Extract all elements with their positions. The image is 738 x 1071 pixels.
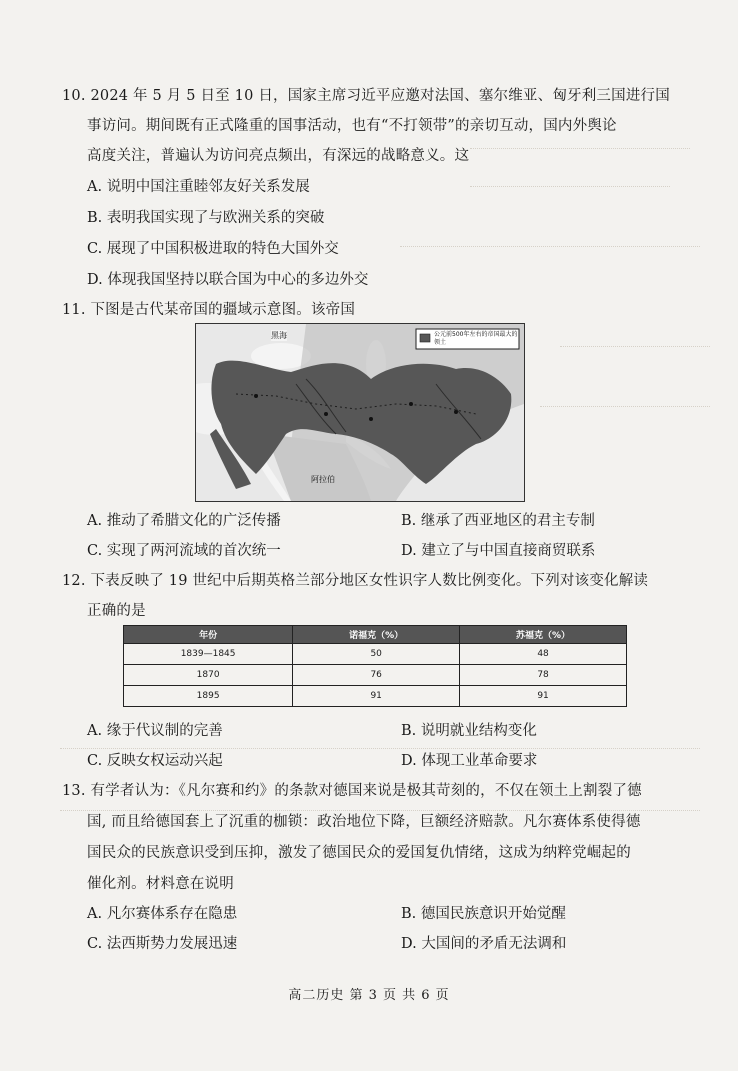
table-header-norfolk: 诺福克（%） <box>293 626 460 644</box>
q13-option-b[interactable]: B. 德国民族意识开始觉醒 <box>401 906 566 922</box>
map-label-arabia: 阿拉伯 <box>311 475 335 484</box>
literacy-table <box>123 625 627 707</box>
q12-option-b[interactable]: B. 说明就业结构变化 <box>401 723 537 739</box>
q10-stem-line-1: 10. 2024 年 5 月 5 日至 10 日，国家主席习近平应邀对法国、塞尔维亚、匈牙利三国进行国 <box>62 88 670 104</box>
q10-stem-line-2: 事访问。期间既有正式隆重的国事活动，也有“不打领带”的亲切互动，国内外舆论 <box>87 118 617 134</box>
q12-stem-line-1: 12. 下表反映了 19 世纪中后期英格兰部分地区女性识字人数比例变化。下列对该变化解读 <box>62 573 649 589</box>
page-footer: 高二历史 第 3 页 共 6 页 <box>288 988 450 1003</box>
table-cell: 91 <box>460 686 627 707</box>
q13-stem-line-1: 13. 有学者认为：《凡尔赛和约》的条款对德国来说是极其苛刻的，不仅在领土上割裂了德 <box>62 783 642 799</box>
q11-option-d[interactable]: D. 建立了与中国直接商贸联系 <box>401 543 596 559</box>
table-header-suffolk: 苏福克（%） <box>460 626 627 644</box>
table-cell: 1895 <box>124 686 293 707</box>
q13-stem-line-4: 催化剂。材料意在说明 <box>87 876 234 892</box>
table-cell: 1839—1845 <box>124 644 293 665</box>
table-cell: 1870 <box>124 665 293 686</box>
q10-stem-line-3: 高度关注，普遍认为访问亮点频出，有深远的战略意义。这 <box>87 148 470 164</box>
q12-option-a[interactable]: A. 缘于代议制的完善 <box>87 723 223 739</box>
q10-option-d[interactable]: D. 体现我国坚持以联合国为中心的多边外交 <box>87 272 369 288</box>
q11-option-b[interactable]: B. 继承了西亚地区的君主专制 <box>401 513 595 529</box>
table-cell: 50 <box>293 644 460 665</box>
table-cell: 91 <box>293 686 460 707</box>
q12-option-d[interactable]: D. 体现工业革命要求 <box>401 753 538 769</box>
table-row <box>124 665 627 686</box>
q13-stem-line-3: 国民众的民族意识受到压抑，激发了德国民众的爱国复仇情绪，这成为纳粹党崛起的 <box>87 845 631 861</box>
table-cell: 78 <box>460 665 627 686</box>
empire-map <box>195 323 525 502</box>
q13-option-d[interactable]: D. 大国间的矛盾无法调和 <box>401 936 567 952</box>
map-label-black-sea: 黑海 <box>271 331 287 340</box>
q10-option-a[interactable]: A. 说明中国注重睦邻友好关系发展 <box>87 179 310 195</box>
table-row <box>124 686 627 707</box>
q13-option-a[interactable]: A. 凡尔赛体系存在隐患 <box>87 906 238 922</box>
table-cell: 76 <box>293 665 460 686</box>
q13-option-c[interactable]: C. 法西斯势力发展迅速 <box>87 936 238 952</box>
q12-option-c[interactable]: C. 反映女权运动兴起 <box>87 753 223 769</box>
table-header-row <box>124 626 627 644</box>
q11-option-a[interactable]: A. 推动了希腊文化的广泛传播 <box>87 513 281 529</box>
q11-option-c[interactable]: C. 实现了两河流域的首次统一 <box>87 543 281 559</box>
q11-stem-line-1: 11. 下图是古代某帝国的疆域示意图。该帝国 <box>62 302 356 318</box>
table-row <box>124 644 627 665</box>
q10-option-c[interactable]: C. 展现了中国积极进取的特色大国外交 <box>87 241 339 257</box>
map-legend-text: 公元前500年左右的帝国最大的领土 <box>434 331 518 346</box>
table-cell: 48 <box>460 644 627 665</box>
empire-map-drawing <box>196 324 524 501</box>
q12-stem-line-2: 正确的是 <box>87 603 146 619</box>
q13-stem-line-2: 国, 而且给德国套上了沉重的枷锁：政治地位下降，巨额经济赔款。凡尔赛体系使得德 <box>87 814 641 830</box>
q10-option-b[interactable]: B. 表明我国实现了与欧洲关系的突破 <box>87 210 325 226</box>
table-header-year: 年份 <box>124 626 293 644</box>
